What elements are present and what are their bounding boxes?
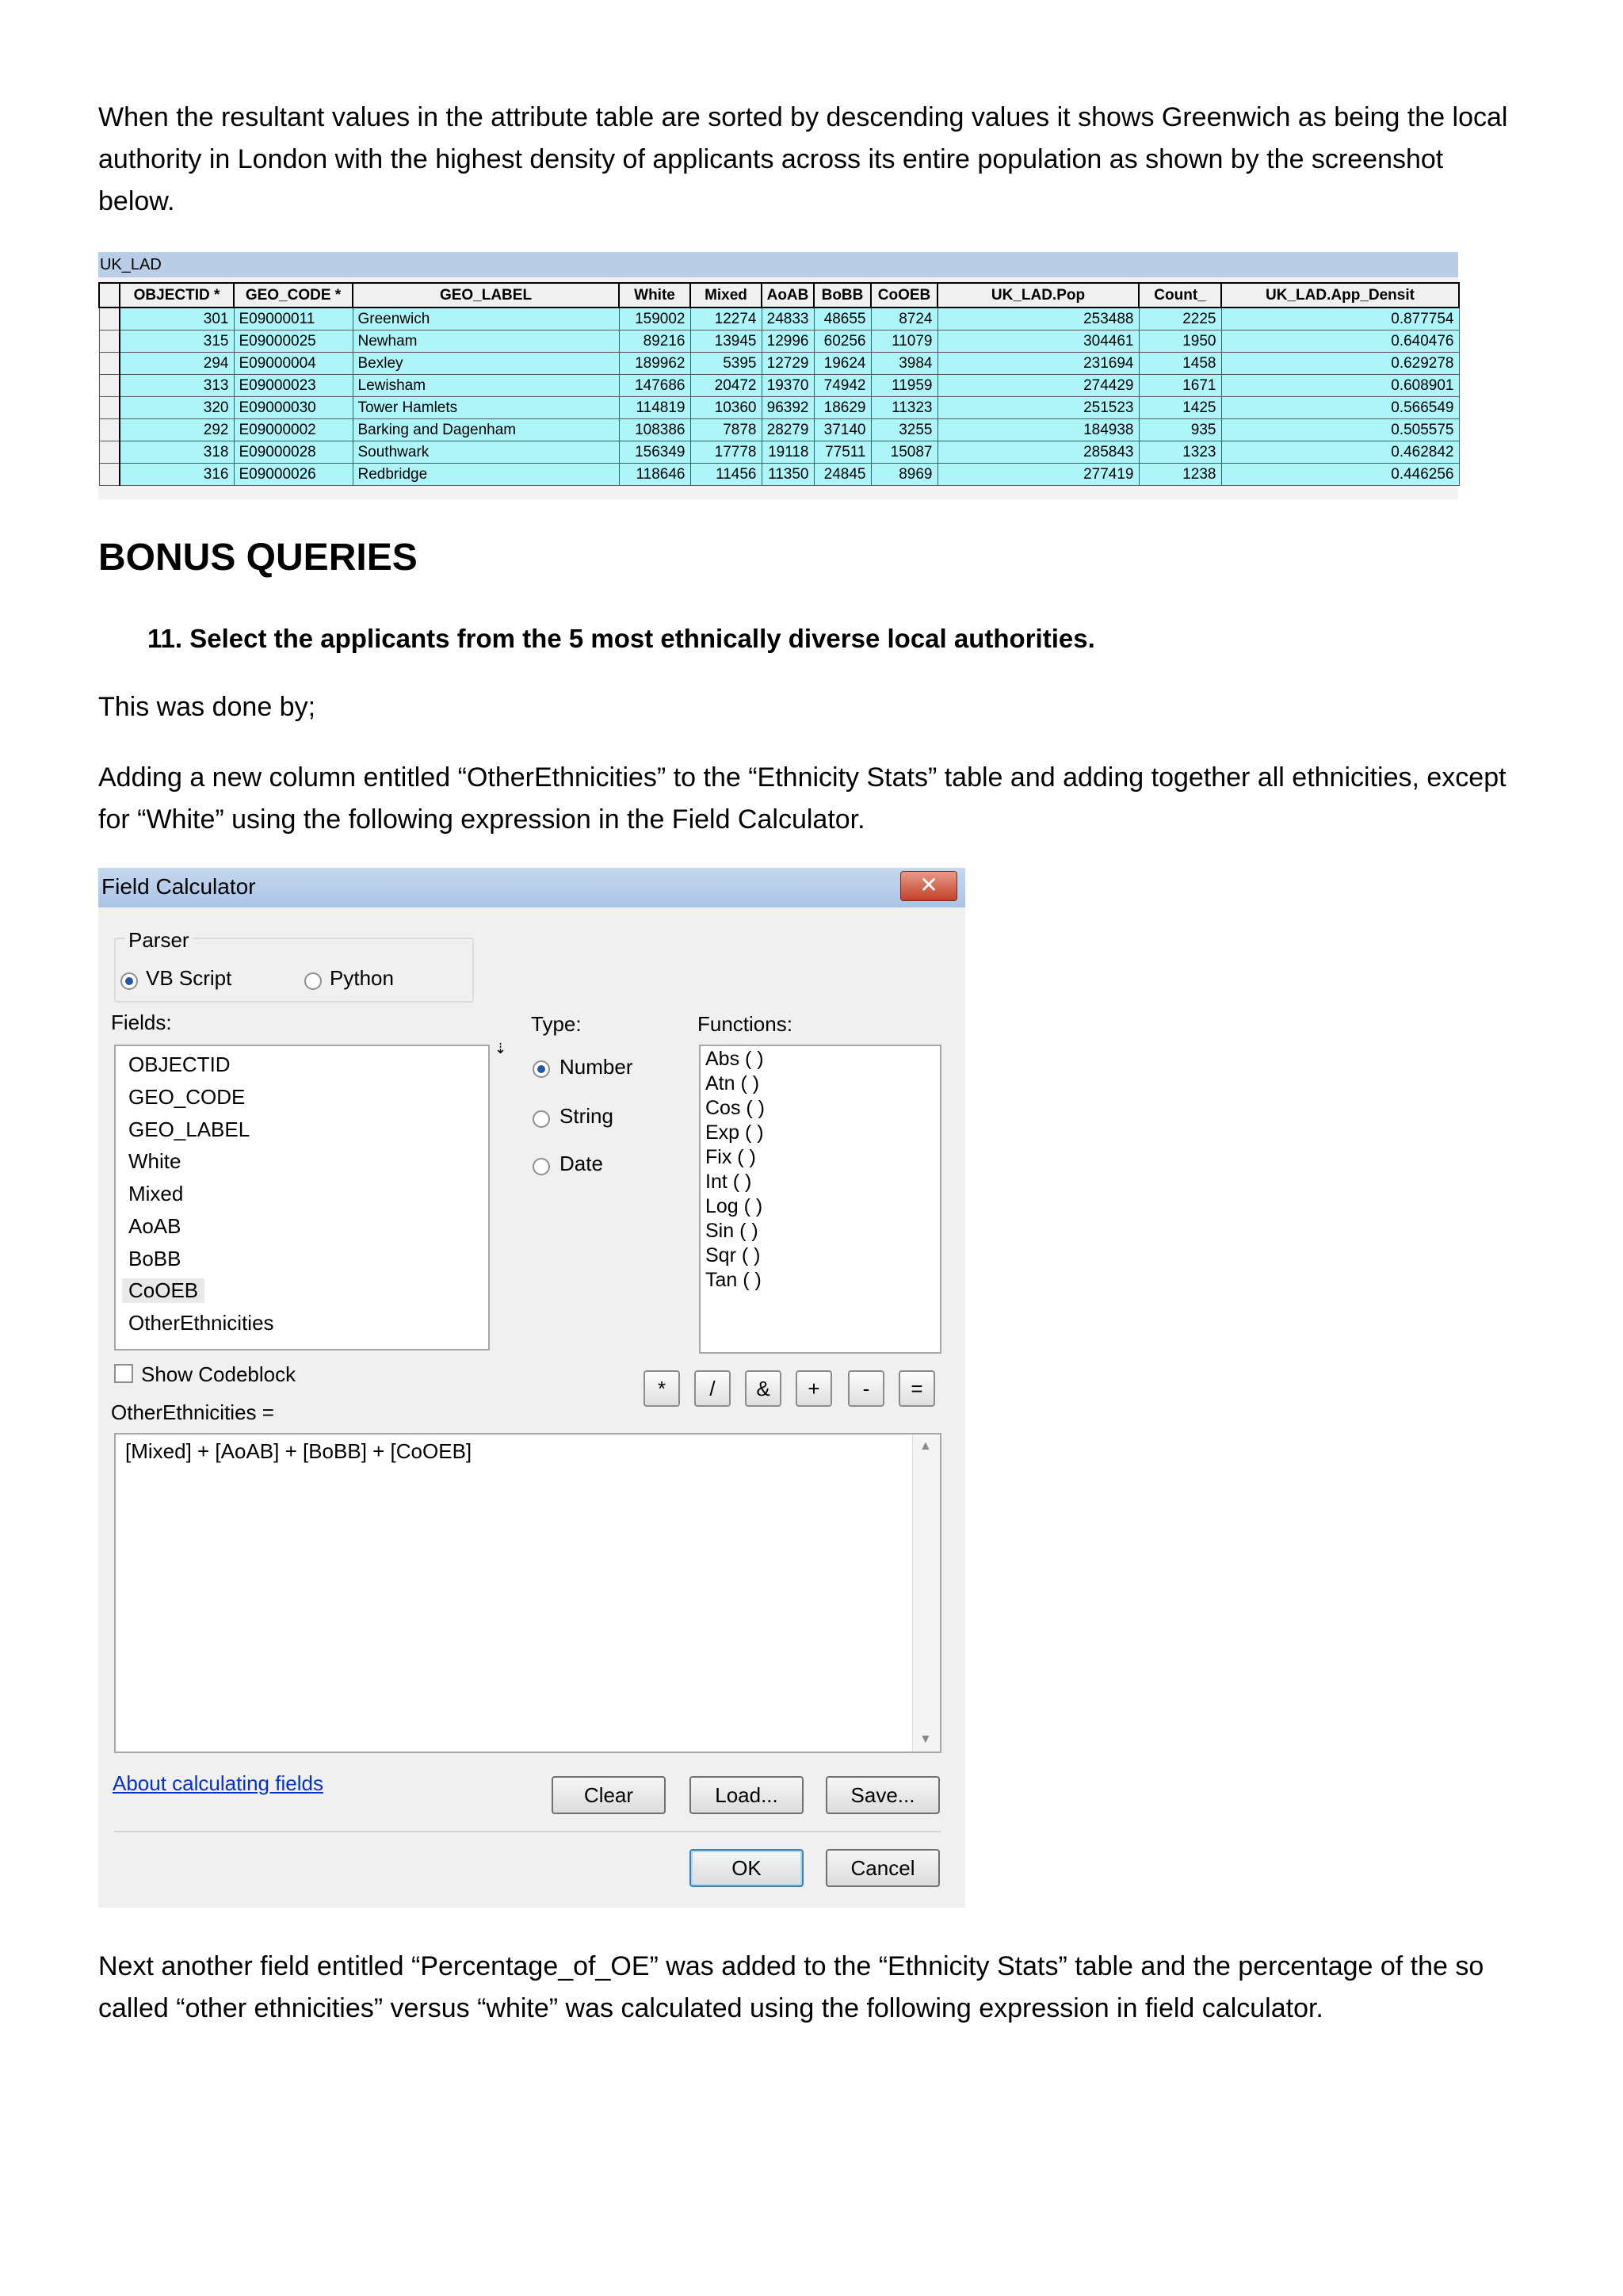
type-date-label: Date (559, 1152, 603, 1175)
dialog-title: Field Calculator (101, 874, 256, 899)
function-item[interactable]: Abs ( ) (705, 1048, 764, 1070)
table-cell: 231694 (938, 353, 1139, 375)
table-cell: Tower Hamlets (353, 397, 619, 419)
field-item-geo-label[interactable]: GEO_LABEL (128, 1117, 250, 1141)
table-cell: 5395 (690, 353, 762, 375)
table-cell: 1425 (1139, 397, 1221, 419)
column-header[interactable]: UK_LAD.App_Densit (1221, 283, 1459, 308)
clear-button[interactable]: Clear (552, 1776, 666, 1814)
field-calculator-dialog (98, 868, 965, 1908)
save-button[interactable]: Save... (826, 1776, 940, 1814)
fields-list[interactable] (114, 1045, 490, 1350)
table-cell: 189962 (619, 353, 690, 375)
show-codeblock-label: Show Codeblock (141, 1362, 296, 1386)
function-item[interactable]: Int ( ) (705, 1171, 752, 1193)
column-header[interactable]: Count_ (1139, 283, 1221, 308)
table-cell: 159002 (619, 308, 690, 330)
python-label: Python (330, 966, 394, 990)
table-cell: 320 (120, 397, 234, 419)
field-item-geo-code[interactable]: GEO_CODE (128, 1085, 246, 1109)
row-selector[interactable] (99, 464, 120, 486)
table-cell: E09000028 (234, 441, 353, 464)
table-cell: 294 (120, 353, 234, 375)
table-cell: 156349 (619, 441, 690, 464)
table-cell: Lewisham (353, 375, 619, 397)
table-cell: 253488 (938, 308, 1139, 330)
function-item[interactable]: Log ( ) (705, 1195, 763, 1217)
field-item-aoab[interactable]: AoAB (128, 1214, 181, 1238)
expression-text: [Mixed] + [AoAB] + [BoBB] + [CoOEB] (125, 1439, 472, 1463)
table-cell: 28279 (762, 419, 814, 441)
type-number-radio[interactable] (533, 1060, 550, 1078)
vbscript-label: VB Script (146, 966, 232, 990)
table-cell: 935 (1139, 419, 1221, 441)
multiply-button[interactable]: * (643, 1370, 680, 1407)
section-heading: BONUS QUERIES (98, 537, 418, 579)
column-header[interactable]: UK_LAD.Pop (938, 283, 1139, 308)
table-title: UK_LAD (98, 252, 1458, 277)
table-cell: 11079 (871, 330, 938, 353)
table-cell: 1323 (1139, 441, 1221, 464)
table-cell: Newham (353, 330, 619, 353)
table-cell: 0.629278 (1221, 353, 1459, 375)
table-cell: 0.446256 (1221, 464, 1459, 486)
table-cell: Greenwich (353, 308, 619, 330)
type-date-radio[interactable] (533, 1158, 550, 1175)
table-cell: 2225 (1139, 308, 1221, 330)
table-cell: 18629 (814, 397, 871, 419)
table-cell: E09000004 (234, 353, 353, 375)
method-paragraph: Adding a new column entitled “OtherEthnicities” to the “Ethnicity Stats” table and adding together all ethnicities, except for “White” using the following expression in the Field Calculator. (98, 762, 1507, 835)
column-header[interactable]: CoOEB (871, 283, 938, 308)
table-cell: 0.566549 (1221, 397, 1459, 419)
row-selector[interactable] (99, 330, 120, 353)
table-cell: Redbridge (353, 464, 619, 486)
field-item-otherethnicities[interactable]: OtherEthnicities (128, 1311, 274, 1335)
table-cell: 12729 (762, 353, 814, 375)
table-cell: 1238 (1139, 464, 1221, 486)
dialog-titlebar (98, 868, 965, 907)
type-number-label: Number (559, 1055, 633, 1079)
table-cell: 3984 (871, 353, 938, 375)
table-cell: 77511 (814, 441, 871, 464)
type-string-label: String (559, 1104, 613, 1128)
load-button[interactable]: Load... (689, 1776, 804, 1814)
scroll-down-icon[interactable]: ▼ (919, 1733, 932, 1746)
table-cell: 277419 (938, 464, 1139, 486)
equals-button[interactable]: = (899, 1370, 935, 1407)
concatenate-button[interactable]: & (745, 1370, 781, 1407)
table-cell: 316 (120, 464, 234, 486)
close-icon[interactable]: ✕ (900, 871, 957, 901)
field-item-objectid[interactable]: OBJECTID (128, 1052, 231, 1076)
attribute-grid (98, 282, 1460, 486)
table-cell: 10360 (690, 397, 762, 419)
column-header[interactable]: GEO_CODE * (234, 283, 353, 308)
column-header[interactable]: Mixed (690, 283, 762, 308)
table-row[interactable] (99, 308, 1459, 330)
type-string-radio[interactable] (533, 1110, 550, 1128)
divider (114, 1831, 941, 1832)
functions-list[interactable] (699, 1045, 941, 1354)
table-cell: 11350 (762, 464, 814, 486)
table-cell: 313 (120, 375, 234, 397)
table-cell: 74942 (814, 375, 871, 397)
table-cell: 19624 (814, 353, 871, 375)
table-cell: 11456 (690, 464, 762, 486)
table-cell: 60256 (814, 330, 871, 353)
row-selector[interactable] (99, 419, 120, 441)
table-cell: 318 (120, 441, 234, 464)
table-cell: 19118 (762, 441, 814, 464)
function-item[interactable]: Sin ( ) (705, 1220, 758, 1242)
table-cell: 0.640476 (1221, 330, 1459, 353)
functions-label: Functions: (697, 1012, 792, 1036)
table-row[interactable] (99, 353, 1459, 375)
table-cell: 251523 (938, 397, 1139, 419)
table-cell: 1671 (1139, 375, 1221, 397)
table-cell: 8969 (871, 464, 938, 486)
row-selector-header[interactable] (99, 283, 120, 308)
function-item[interactable]: Tan ( ) (705, 1269, 762, 1291)
table-cell: 114819 (619, 397, 690, 419)
table-cell: 7878 (690, 419, 762, 441)
function-item[interactable]: Exp ( ) (705, 1121, 764, 1144)
scroll-up-icon[interactable]: ▲ (919, 1439, 932, 1453)
table-cell: 11323 (871, 397, 938, 419)
table-cell: 0.462842 (1221, 441, 1459, 464)
table-cell: 0.608901 (1221, 375, 1459, 397)
table-cell: 301 (120, 308, 234, 330)
table-cell: E09000026 (234, 464, 353, 486)
column-header[interactable]: White (619, 283, 690, 308)
column-header[interactable]: BoBB (814, 283, 871, 308)
table-cell: 89216 (619, 330, 690, 353)
table-row[interactable] (99, 419, 1459, 441)
show-codeblock-checkbox[interactable] (114, 1364, 133, 1383)
table-cell: 304461 (938, 330, 1139, 353)
parser-label: Parser (125, 928, 193, 953)
table-cell: 108386 (619, 419, 690, 441)
table-cell: 274429 (938, 375, 1139, 397)
table-cell: 315 (120, 330, 234, 353)
fields-label: Fields: (111, 1010, 172, 1034)
cancel-button[interactable]: Cancel (826, 1849, 940, 1887)
field-item-bobb[interactable]: BoBB (128, 1247, 181, 1270)
table-cell: 24833 (762, 308, 814, 330)
table-cell: Barking and Dagenham (353, 419, 619, 441)
attribute-table (98, 252, 1458, 499)
row-selector[interactable] (99, 441, 120, 464)
table-cell: Bexley (353, 353, 619, 375)
about-calculating-fields-link[interactable]: About calculating fields (113, 1771, 323, 1795)
table-cell: 3255 (871, 419, 938, 441)
function-item[interactable]: Sqr ( ) (705, 1244, 761, 1266)
table-cell: 147686 (619, 375, 690, 397)
table-cell: 96392 (762, 397, 814, 419)
table-cell: 20472 (690, 375, 762, 397)
table-cell: 19370 (762, 375, 814, 397)
table-cell: 8724 (871, 308, 938, 330)
table-cell: 184938 (938, 419, 1139, 441)
table-cell: 17778 (690, 441, 762, 464)
table-cell: 1950 (1139, 330, 1221, 353)
column-header[interactable]: AoAB (762, 283, 814, 308)
expression-scrollbar[interactable] (912, 1435, 940, 1752)
table-header-row (99, 283, 1459, 308)
sort-icon[interactable]: ⇣ (495, 1041, 507, 1056)
next-paragraph: Next another field entitled “Percentage_of_OE” was added to the “Ethnicity Stats” table and the percentage of the so called “other ethnicities” versus “white” was calculated using the following expression in field calculator. (98, 1951, 1484, 2023)
table-cell: 292 (120, 419, 234, 441)
column-header[interactable]: OBJECTID * (120, 283, 234, 308)
row-selector[interactable] (99, 375, 120, 397)
table-cell: 24845 (814, 464, 871, 486)
type-label: Type: (531, 1012, 582, 1036)
field-item-cooeb[interactable]: CoOEB (122, 1278, 204, 1303)
table-cell: 12274 (690, 308, 762, 330)
table-cell: E09000002 (234, 419, 353, 441)
table-cell: E09000023 (234, 375, 353, 397)
divide-button[interactable]: / (694, 1370, 731, 1407)
table-cell: 13945 (690, 330, 762, 353)
column-header[interactable]: GEO_LABEL (353, 283, 619, 308)
row-selector[interactable] (99, 353, 120, 375)
row-selector[interactable] (99, 397, 120, 419)
table-cell: E09000025 (234, 330, 353, 353)
done-by-text: This was done by; (98, 692, 316, 722)
row-selector[interactable] (99, 308, 120, 330)
expression-label: OtherEthnicities = (111, 1400, 274, 1424)
expression-input[interactable] (114, 1433, 941, 1753)
intro-paragraph: When the resultant values in the attribute table are sorted by descending values it shows Greenwich as being the local authority in London with the highest density of applicants across its entire population as shown by the screenshot below. (98, 102, 1508, 216)
python-radio[interactable] (304, 972, 322, 990)
question-11: 11. Select the applicants from the 5 most ethnically diverse local authorities. (147, 624, 1095, 653)
field-item-mixed[interactable]: Mixed (128, 1182, 184, 1205)
table-cell: 11959 (871, 375, 938, 397)
table-row[interactable] (99, 441, 1459, 464)
table-cell: 0.877754 (1221, 308, 1459, 330)
table-cell: 37140 (814, 419, 871, 441)
table-cell: E09000030 (234, 397, 353, 419)
table-cell: 0.505575 (1221, 419, 1459, 441)
table-cell: E09000011 (234, 308, 353, 330)
table-cell: Southwark (353, 441, 619, 464)
function-item[interactable]: Fix ( ) (705, 1146, 756, 1168)
ok-button[interactable]: OK (689, 1849, 804, 1887)
table-row[interactable] (99, 330, 1459, 353)
table-cell: 12996 (762, 330, 814, 353)
table-body (99, 308, 1459, 486)
vbscript-radio[interactable] (120, 972, 138, 990)
table-cell: 118646 (619, 464, 690, 486)
table-row[interactable] (99, 464, 1459, 486)
function-item[interactable]: Atn ( ) (705, 1072, 760, 1095)
function-item[interactable]: Cos ( ) (705, 1097, 765, 1119)
table-row[interactable] (99, 397, 1459, 419)
table-cell: 48655 (814, 308, 871, 330)
add-button[interactable]: + (796, 1370, 832, 1407)
table-row[interactable] (99, 375, 1459, 397)
subtract-button[interactable]: - (848, 1370, 884, 1407)
table-cell: 1458 (1139, 353, 1221, 375)
table-cell: 15087 (871, 441, 938, 464)
table-cell: 285843 (938, 441, 1139, 464)
field-item-white[interactable]: White (128, 1149, 181, 1173)
